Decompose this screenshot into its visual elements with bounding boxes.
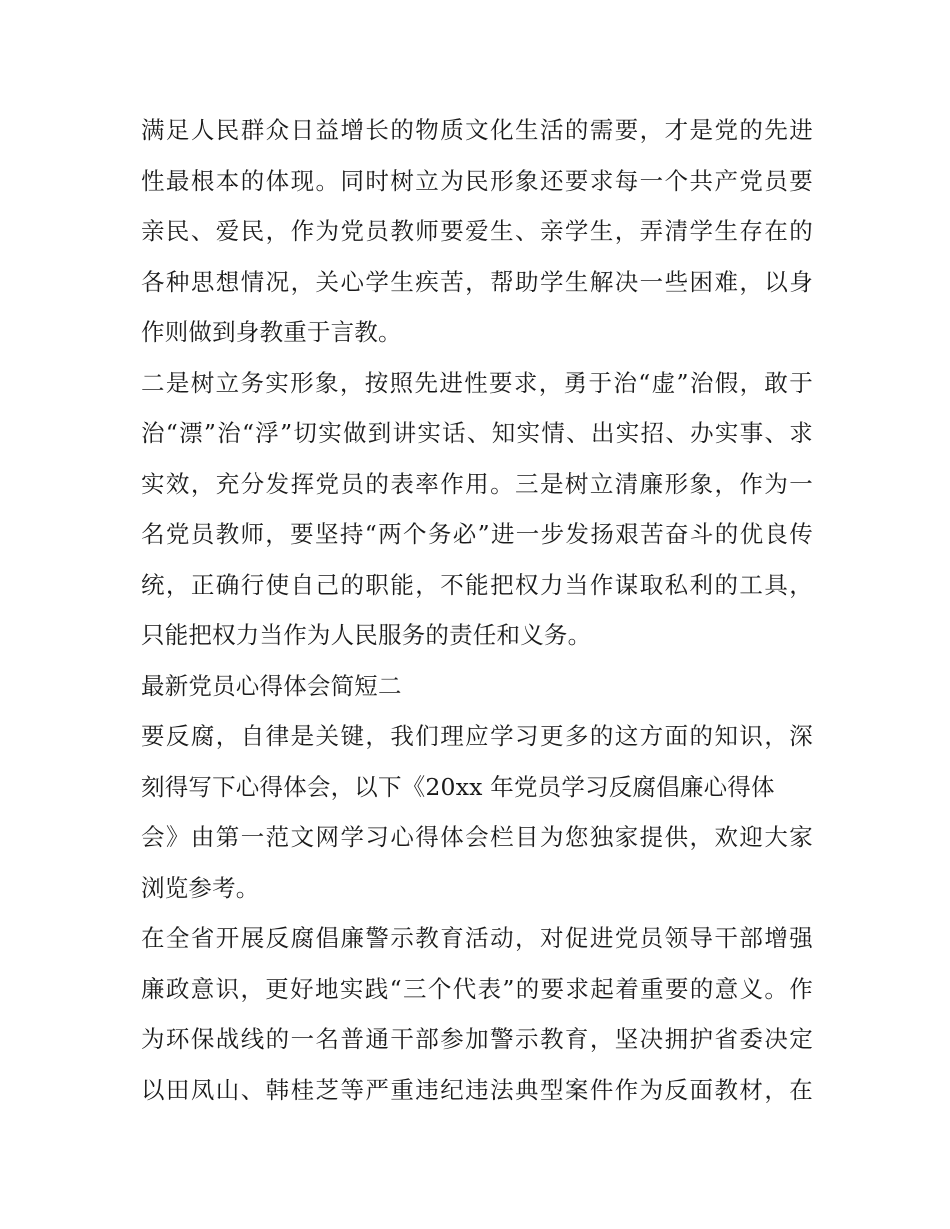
text-line: 实效，充分发挥党员的表率作用。三是树立清廉形象，作为一 (141, 469, 813, 498)
text-line: 为环保战线的一名普通干部参加警示教育，坚决拥护省委决定 (141, 1025, 813, 1053)
text-line: 治“漂”治“浮”切实做到讲实话、知实情、出实招、办实事、求 (141, 419, 813, 447)
text-line: 廉政意识，更好地实践“三个代表”的要求起着重要的意义。作 (141, 974, 813, 1003)
text-line: 浏览参考。 (141, 873, 260, 902)
text-line: 要反腐，自律是关键，我们理应学习更多的这方面的知识，深 (141, 722, 813, 750)
text-line: 统，正确行使自己的职能，不能把权力当作谋取私利的工具， (141, 570, 813, 599)
text-line: 满足人民群众日益增长的物质文化生活的需要，才是党的先进 (141, 116, 813, 144)
section-heading: 最新党员心得体会简短二 (141, 671, 402, 700)
text-line: 性最根本的体现。同时树立为民形象还要求每一个共产党员要 (141, 166, 813, 195)
text-line: 以田凤山、韩桂芝等严重违纪违法典型案件作为反面教材，在 (141, 1075, 813, 1104)
text-line: 亲民、爱民，作为党员教师要爱生、亲学生，弄清学生存在的 (141, 217, 813, 245)
text-line: 只能把权力当作为人民服务的责任和义务。 (141, 621, 592, 649)
text-line: 刻得写下心得体会，以下《20xx 年党员学习反腐倡廉心得体 (141, 772, 775, 801)
text-line: 作则做到身教重于言教。 (141, 318, 402, 346)
text-line: 会》由第一范文网学习心得体会栏目为您独家提供，欢迎大家 (141, 823, 813, 851)
text-line: 各种思想情况，关心学生疾苦，帮助学生解决一些困难，以身 (141, 267, 813, 296)
text-line: 二是树立务实形象，按照先进性要求，勇于治“虚”治假，敢于 (141, 368, 813, 397)
text-line: 名党员教师，要坚持“两个务必”进一步发扬艰苦奋斗的优良传 (141, 520, 813, 548)
text-line: 在全省开展反腐倡廉警示教育活动，对促进党员领导干部增强 (141, 924, 813, 952)
document-body (141, 105, 813, 1115)
